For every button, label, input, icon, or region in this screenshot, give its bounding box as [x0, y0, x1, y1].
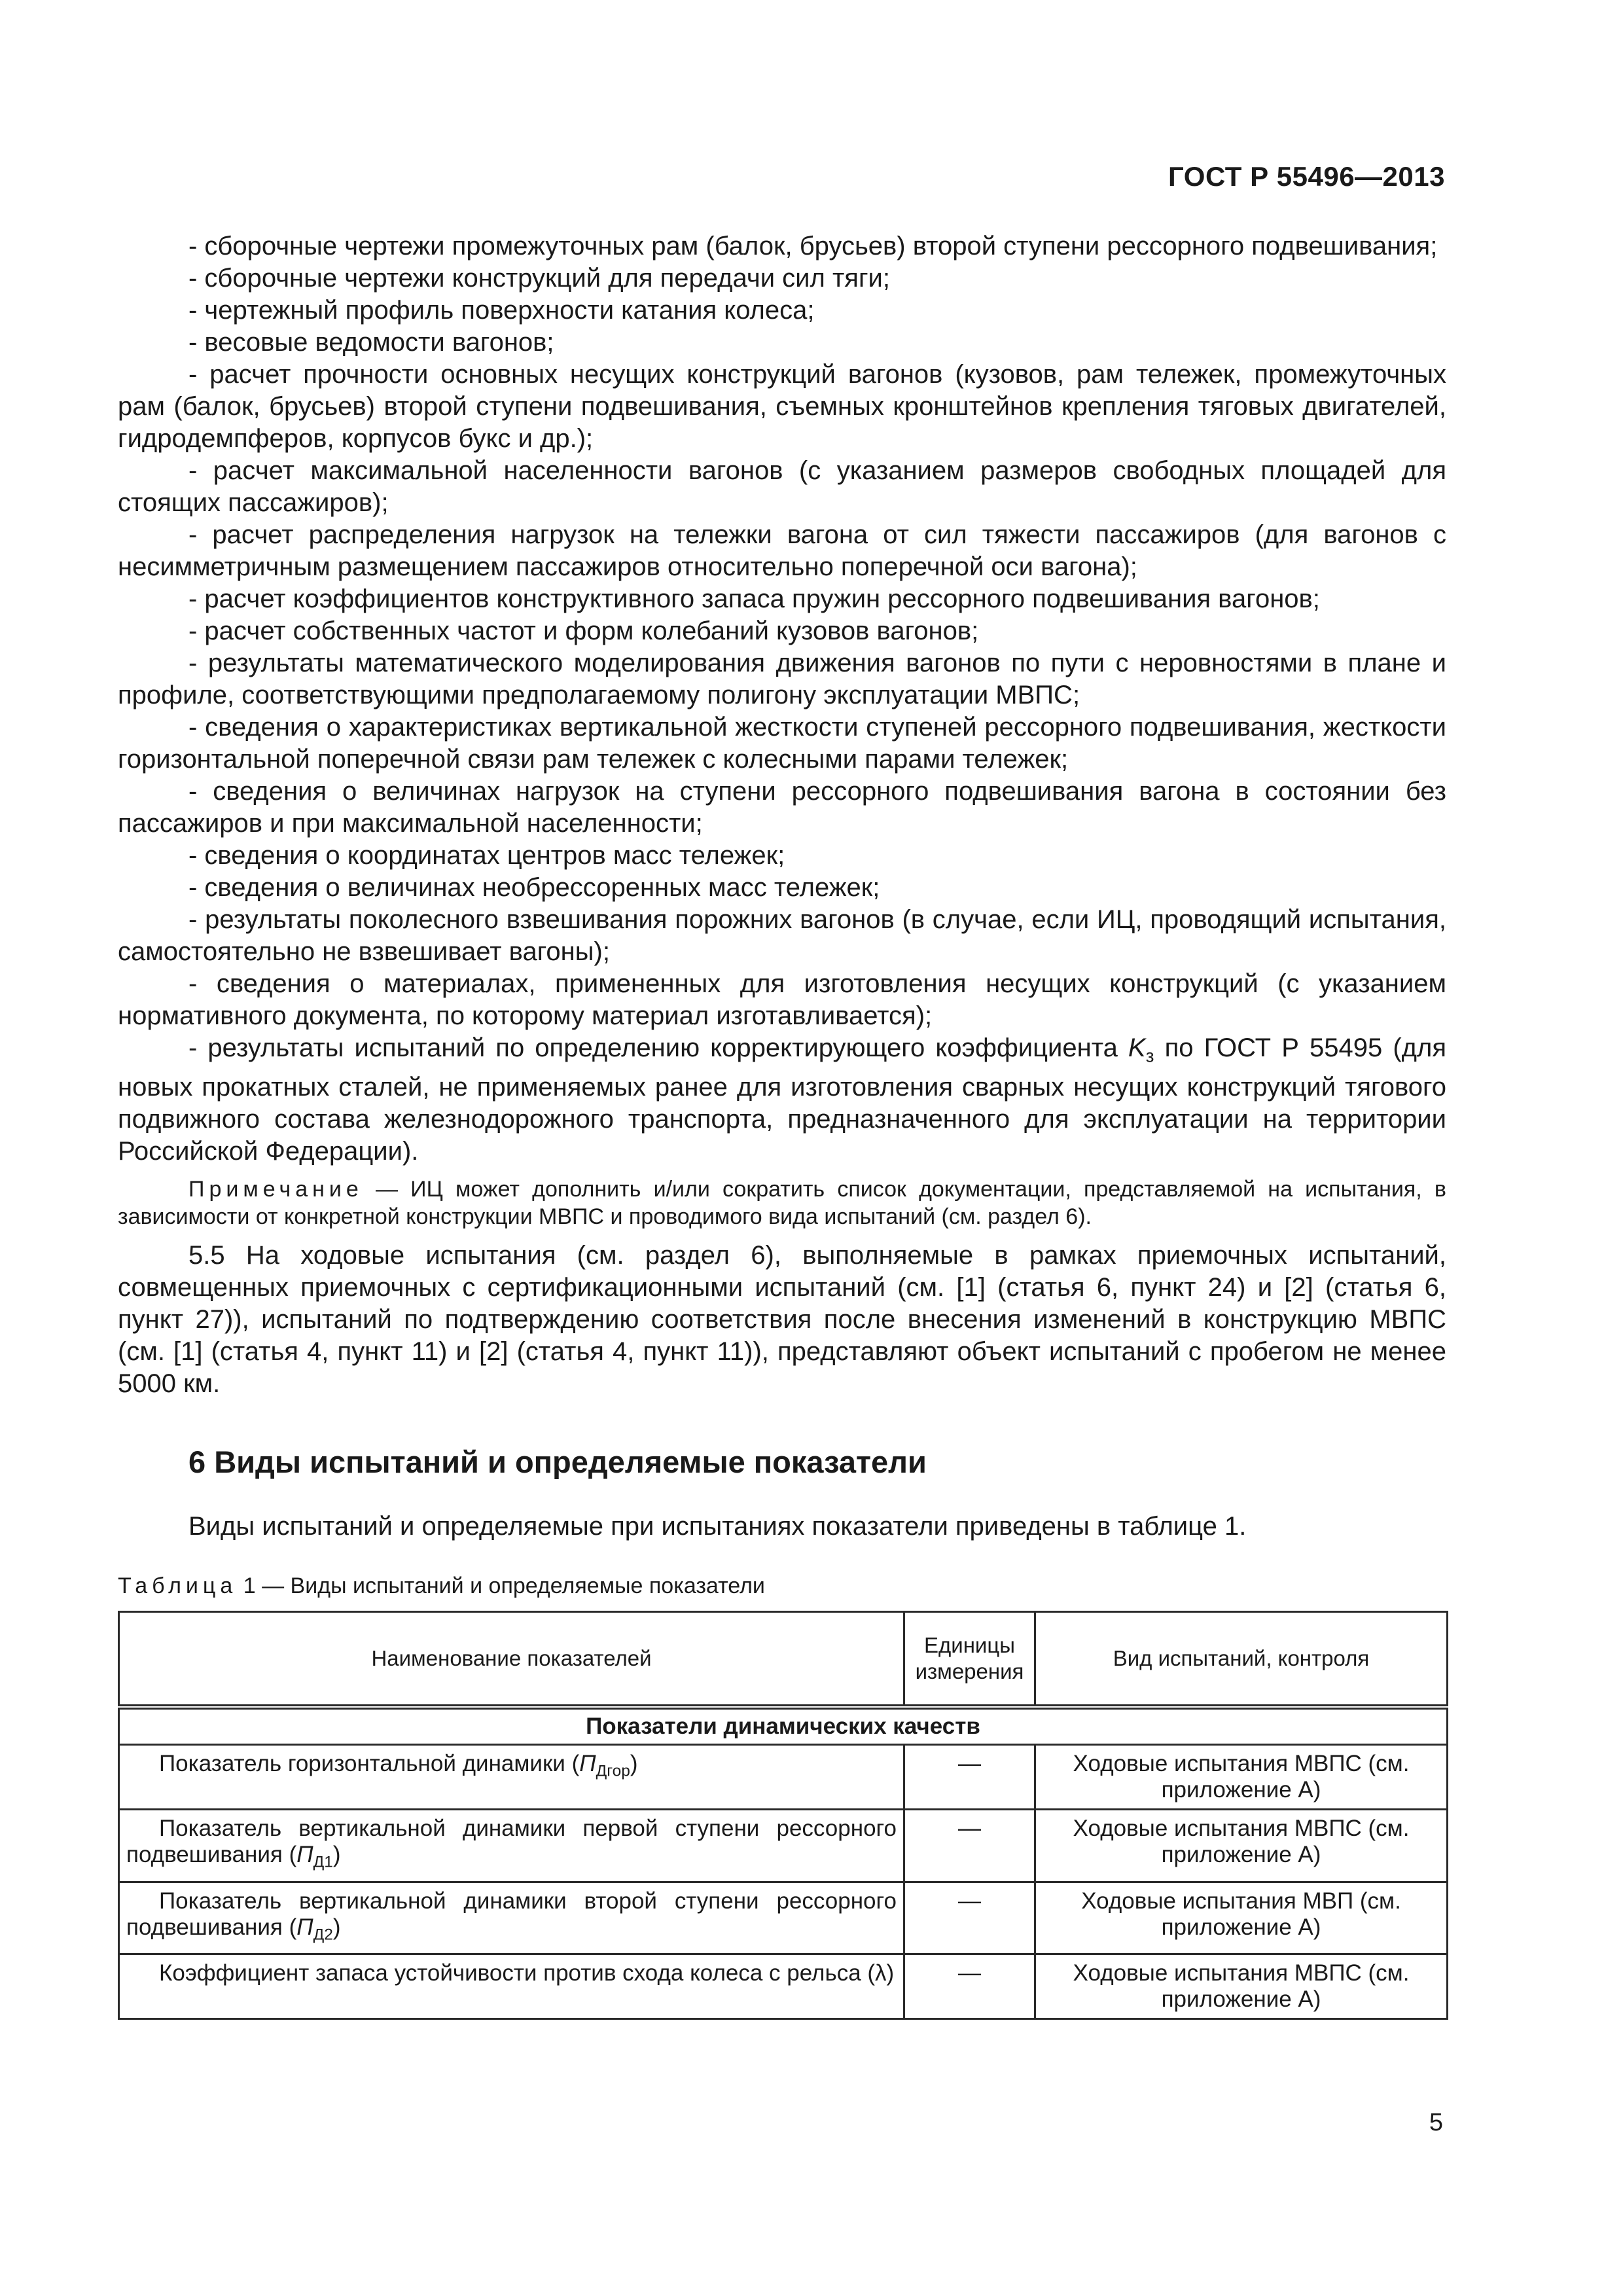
indicator-test-type: Ходовые испытания МВП (см. приложение А) [1035, 1882, 1448, 1954]
note-text: — ИЦ может дополнить и/или сократить список документации, представляемой на испытания, в зависимости от конкретной конструкции МВПС и проводимого вида испытаний (см. раздел 6). [118, 1177, 1446, 1230]
indicator-test-type: Ходовые испытания МВПС (см. приложение А) [1035, 1954, 1448, 2019]
paragraph-5-5: 5.5 На ходовые испытания (см. раздел 6), выполняемые в рамках приемочных испытаний, совмещенных приемочных с сертификационными испытаний (см. [1] (статья 6, пункт 24) и [2] (статья 6, пункт 27)), испытаний по подтверждению соответствия после внесения изменений в конструкцию МВПС (см. [1] (статья 4, пункт 11) и [2] (статья 4, пункт 11)), представляют объект испытаний с пробегом не менее 5000 км. [118, 1241, 1446, 1399]
list-item: - расчет распределения нагрузок на тележки вагона от сил тяжести пассажиров (для вагонов с несимметричным размещением пассажиров относительно поперечной оси вагона); [118, 520, 1446, 581]
table-row [119, 1882, 1448, 1954]
note-paragraph [118, 1175, 1446, 1230]
indicator-test-type: Ходовые испытания МВПС (см. приложение А) [1035, 1745, 1448, 1810]
coefficient-symbol: K [1128, 1033, 1146, 1062]
indicator-unit: — [904, 1745, 1035, 1810]
table-row [119, 1745, 1448, 1810]
coefficient-subscript: з [1145, 1045, 1154, 1066]
list-item-correction-coefficient [118, 1032, 1446, 1168]
section-intro: Виды испытаний и определяемые при испытаниях показатели приведены в таблице 1. [188, 1512, 1247, 1541]
indicator-test-type: Ходовые испытания МВПС (см. приложение А) [1035, 1810, 1448, 1882]
list-item: - сборочные чертежи конструкций для передачи сил тяги; [188, 264, 890, 293]
list-item: - весовые ведомости вагонов; [188, 328, 554, 357]
list-item: - сборочные чертежи промежуточных рам (балок, брусьев) второй ступени рессорного подвешивания; [188, 232, 1438, 260]
page-number: 5 [1429, 2109, 1443, 2136]
indicator-unit: — [904, 1954, 1035, 2019]
list-item: - расчет коэффициентов конструктивного запаса пружин рессорного подвешивания вагонов; [188, 584, 1320, 613]
indicator-name: Показатель вертикальной динамики второй ступени рессорного подвешивания $(П_{Д2})$ [119, 1882, 904, 1954]
list-item: - сведения о материалах, примененных для изготовления несущих конструкций (с указанием нормативного документа, по которому материал изготавливается); [118, 969, 1446, 1030]
indicator-unit: — [904, 1882, 1035, 1954]
table-caption [118, 1573, 1446, 1599]
note-label: Примечание [188, 1177, 363, 1202]
list-item: - чертежный профиль поверхности катания колеса; [188, 296, 815, 325]
list-item: - результаты математического моделирования движения вагонов по пути с неровностями в плане и профиле, соответствующими предполагаемому полигону эксплуатации МВПС; [118, 649, 1446, 709]
section-heading: 6 Виды испытаний и определяемые показатели [188, 1444, 927, 1480]
table-group-row [119, 1707, 1448, 1745]
indicators-table [118, 1611, 1448, 2020]
list-item: - сведения о координатах центров масс тележек; [188, 841, 785, 870]
list-item: - расчет максимальной населенности вагонов (с указанием размеров свободных площадей для стоящих пассажиров); [118, 456, 1446, 517]
document-body [118, 230, 1446, 2020]
list-item: - расчет прочности основных несущих конструкций вагонов (кузовов, рам тележек, промежуточных рам (балок, брусьев) второй ступени подвешивания, съемных кронштейнов крепления тяговых двигателей, гидродемпферов, корпусов букс и др.); [118, 360, 1446, 453]
table-row [119, 1810, 1448, 1882]
indicator-name: Показатель вертикальной динамики первой ступени рессорного подвешивания $(П_{Д1})$ [119, 1810, 904, 1882]
indicator-name: Показатель горизонтальной динамики $(П_{Дгор})$ [119, 1745, 904, 1810]
header-unit: Единицы измерения [904, 1612, 1035, 1708]
standard-code-header: ГОСТ Р 55496—2013 [1168, 161, 1445, 192]
table-header-row [119, 1612, 1448, 1708]
list-item: - сведения о величинах нагрузок на ступени рессорного подвешивания вагона в состоянии без пассажиров и при максимальной населенности; [118, 777, 1446, 838]
table-caption-label: Таблица [118, 1573, 238, 1599]
group-title: Показатели динамических качеств [119, 1707, 1448, 1745]
header-name: Наименование показателей [119, 1612, 904, 1708]
list-item: - результаты поколесного взвешивания порожних вагонов (в случае, если ИЦ, проводящий испытания, самостоятельно не взвешивает вагоны); [118, 905, 1446, 966]
list-item: - сведения о характеристиках вертикальной жесткости ступеней рессорного подвешивания, жесткости горизонтальной поперечной связи рам тележек с колесными парами тележек; [118, 713, 1446, 774]
indicator-name: Коэффициент запаса устойчивости против схода колеса с рельса (λ) [119, 1954, 904, 2019]
list-item: - сведения о величинах необрессоренных масс тележек; [188, 873, 880, 902]
table-row [119, 1954, 1448, 2019]
header-type: Вид испытаний, контроля [1035, 1612, 1448, 1708]
indicator-unit: — [904, 1810, 1035, 1882]
table-caption-text: 1 — Виды испытаний и определяемые показатели [237, 1573, 765, 1599]
list-item-text: - результаты испытаний по определению корректирующего коэффициента [188, 1033, 1128, 1062]
list-item-text: по ГОСТ Р 55495 (для новых прокатных сталей, не применяемых ранее для изготовления сварных несущих конструкций тягового подвижного состава железнодорожного транспорта, предназначенного для эксплуатации на территории Российской Федерации). [118, 1033, 1447, 1166]
list-item: - расчет собственных частот и форм колебаний кузовов вагонов; [188, 617, 979, 645]
